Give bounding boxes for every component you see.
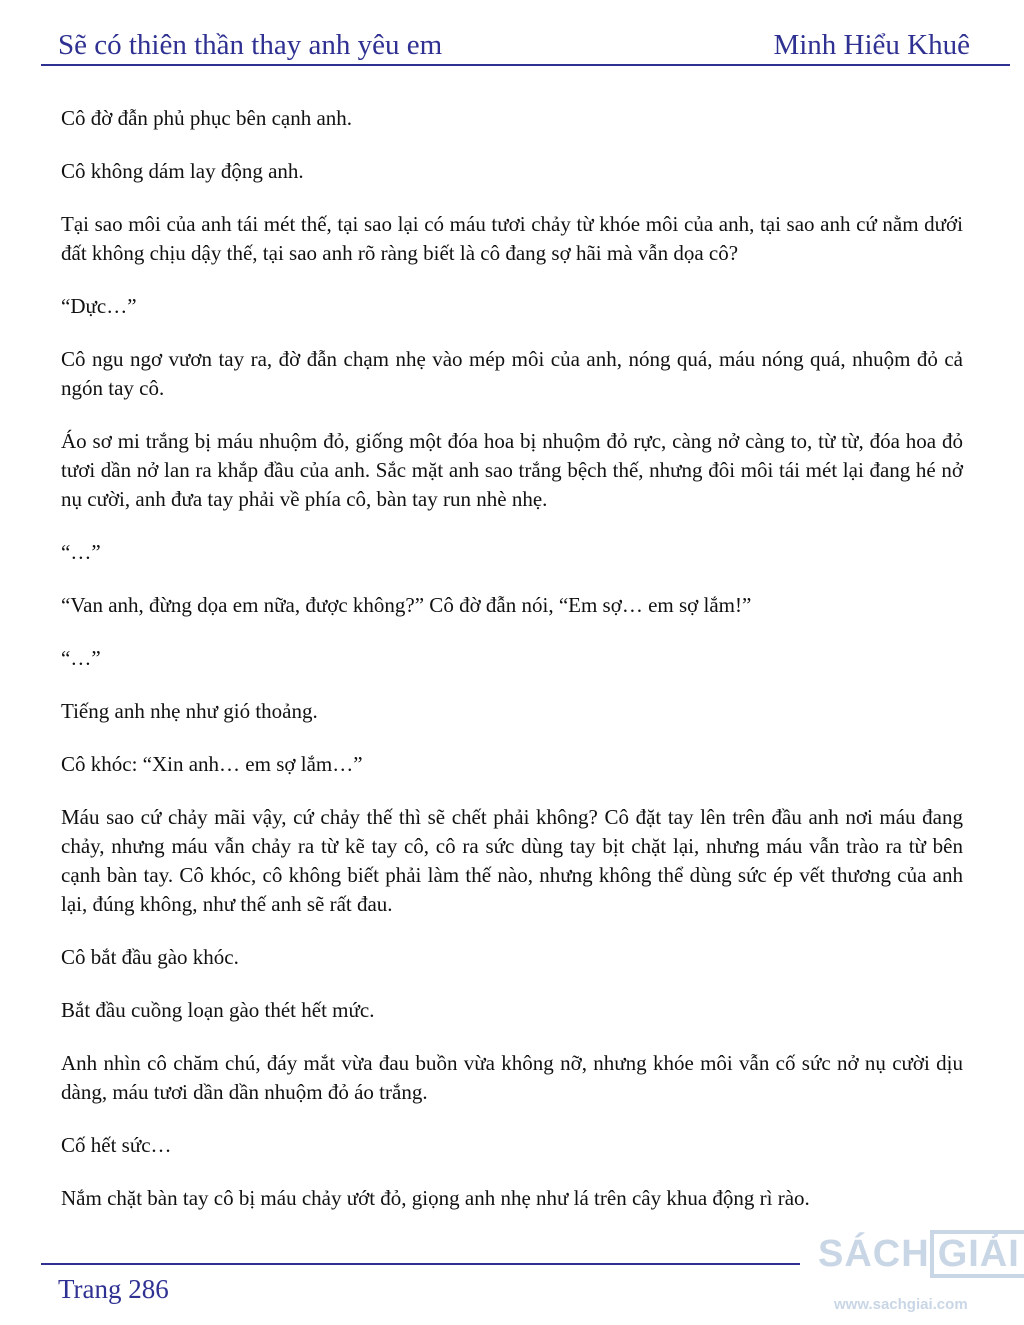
paragraph: Áo sơ mi trắng bị máu nhuộm đỏ, giống một đóa hoa bị nhuộm đỏ rực, càng nở càng to, từ từ, đóa hoa đỏ tươi dần nở lan ra khắp đầu của anh. Sắc mặt anh sao trắng bệch thế, nhưng đôi môi tái mét lại đang hé nở nụ cười, anh đưa tay phải về phía cô, bàn tay run nhè nhẹ. (61, 429, 963, 511)
paragraph: Cô đờ đẫn phủ phục bên cạnh anh. (61, 106, 353, 130)
book-title: Sẽ có thiên thần thay anh yêu em (58, 29, 443, 61)
paragraph: Cô bắt đầu gào khóc. (61, 945, 239, 969)
watermark-logo-part2: GIẢI (930, 1230, 1024, 1278)
paragraph: Cô khóc: “Xin anh… em sợ lắm…” (61, 752, 363, 776)
paragraph: Cô ngu ngơ vươn tay ra, đờ đẫn chạm nhẹ vào mép môi của anh, nóng quá, máu nóng quá, nhuộm đỏ cả ngón tay cô. (61, 347, 963, 400)
paragraph: Cô không dám lay động anh. (61, 159, 304, 183)
page-number: Trang 286 (58, 1274, 169, 1304)
footer-divider (41, 1263, 800, 1265)
paragraph: “…” (61, 646, 101, 670)
watermark-url: www.sachgiai.com (834, 1296, 968, 1313)
paragraph: Máu sao cứ chảy mãi vậy, cứ chảy thế thì sẽ chết phải không? Cô đặt tay lên trên đầu anh nơi máu đang chảy, nhưng máu vẫn chảy ra từ kẽ tay cô, cô ra sức dùng tay bịt chặt lại, nhưng máu vẫn trào ra từ bên cạnh bàn tay. Cô khóc, cô không biết phải làm thế nào, nhưng không thể dùng sức ép vết thương của anh lại, đúng không, như thế anh sẽ rất đau. (61, 805, 963, 916)
paragraph: “Van anh, đừng dọa em nữa, được không?” Cô đờ đẫn nói, “Em sợ… em sợ lắm!” (61, 593, 752, 617)
paragraph: “…” (61, 540, 101, 564)
paragraph: Tại sao môi của anh tái mét thế, tại sao lại có máu tươi chảy từ khóe môi của anh, tại sao anh cứ nằm dưới đất không chịu dậy thế, tại sao anh rõ ràng biết là cô đang sợ hãi mà vẫn dọa cô? (61, 212, 963, 265)
header-divider (41, 64, 1010, 66)
author-name: Minh Hiểu Khuê (773, 29, 970, 61)
paragraph: Bắt đầu cuồng loạn gào thét hết mức. (61, 998, 375, 1022)
watermark (818, 1218, 1024, 1318)
page-body (61, 104, 963, 1237)
paragraph: Cố hết sức… (61, 1133, 172, 1157)
paragraph: Anh nhìn cô chăm chú, đáy mắt vừa đau buồn vừa không nỡ, nhưng khóe môi vẫn cố sức nở nụ cười dịu dàng, máu tươi dần dần nhuộm đỏ áo trắng. (61, 1051, 963, 1104)
watermark-logo (818, 1230, 1024, 1278)
paragraph: Tiếng anh nhẹ như gió thoảng. (61, 699, 318, 723)
paragraph: Nắm chặt bàn tay cô bị máu chảy ướt đỏ, giọng anh nhẹ như lá trên cây khua động rì rào. (61, 1186, 810, 1210)
paragraph: “Dực…” (61, 294, 137, 318)
page-header (58, 22, 970, 62)
watermark-logo-part1: SÁCH (818, 1233, 930, 1275)
